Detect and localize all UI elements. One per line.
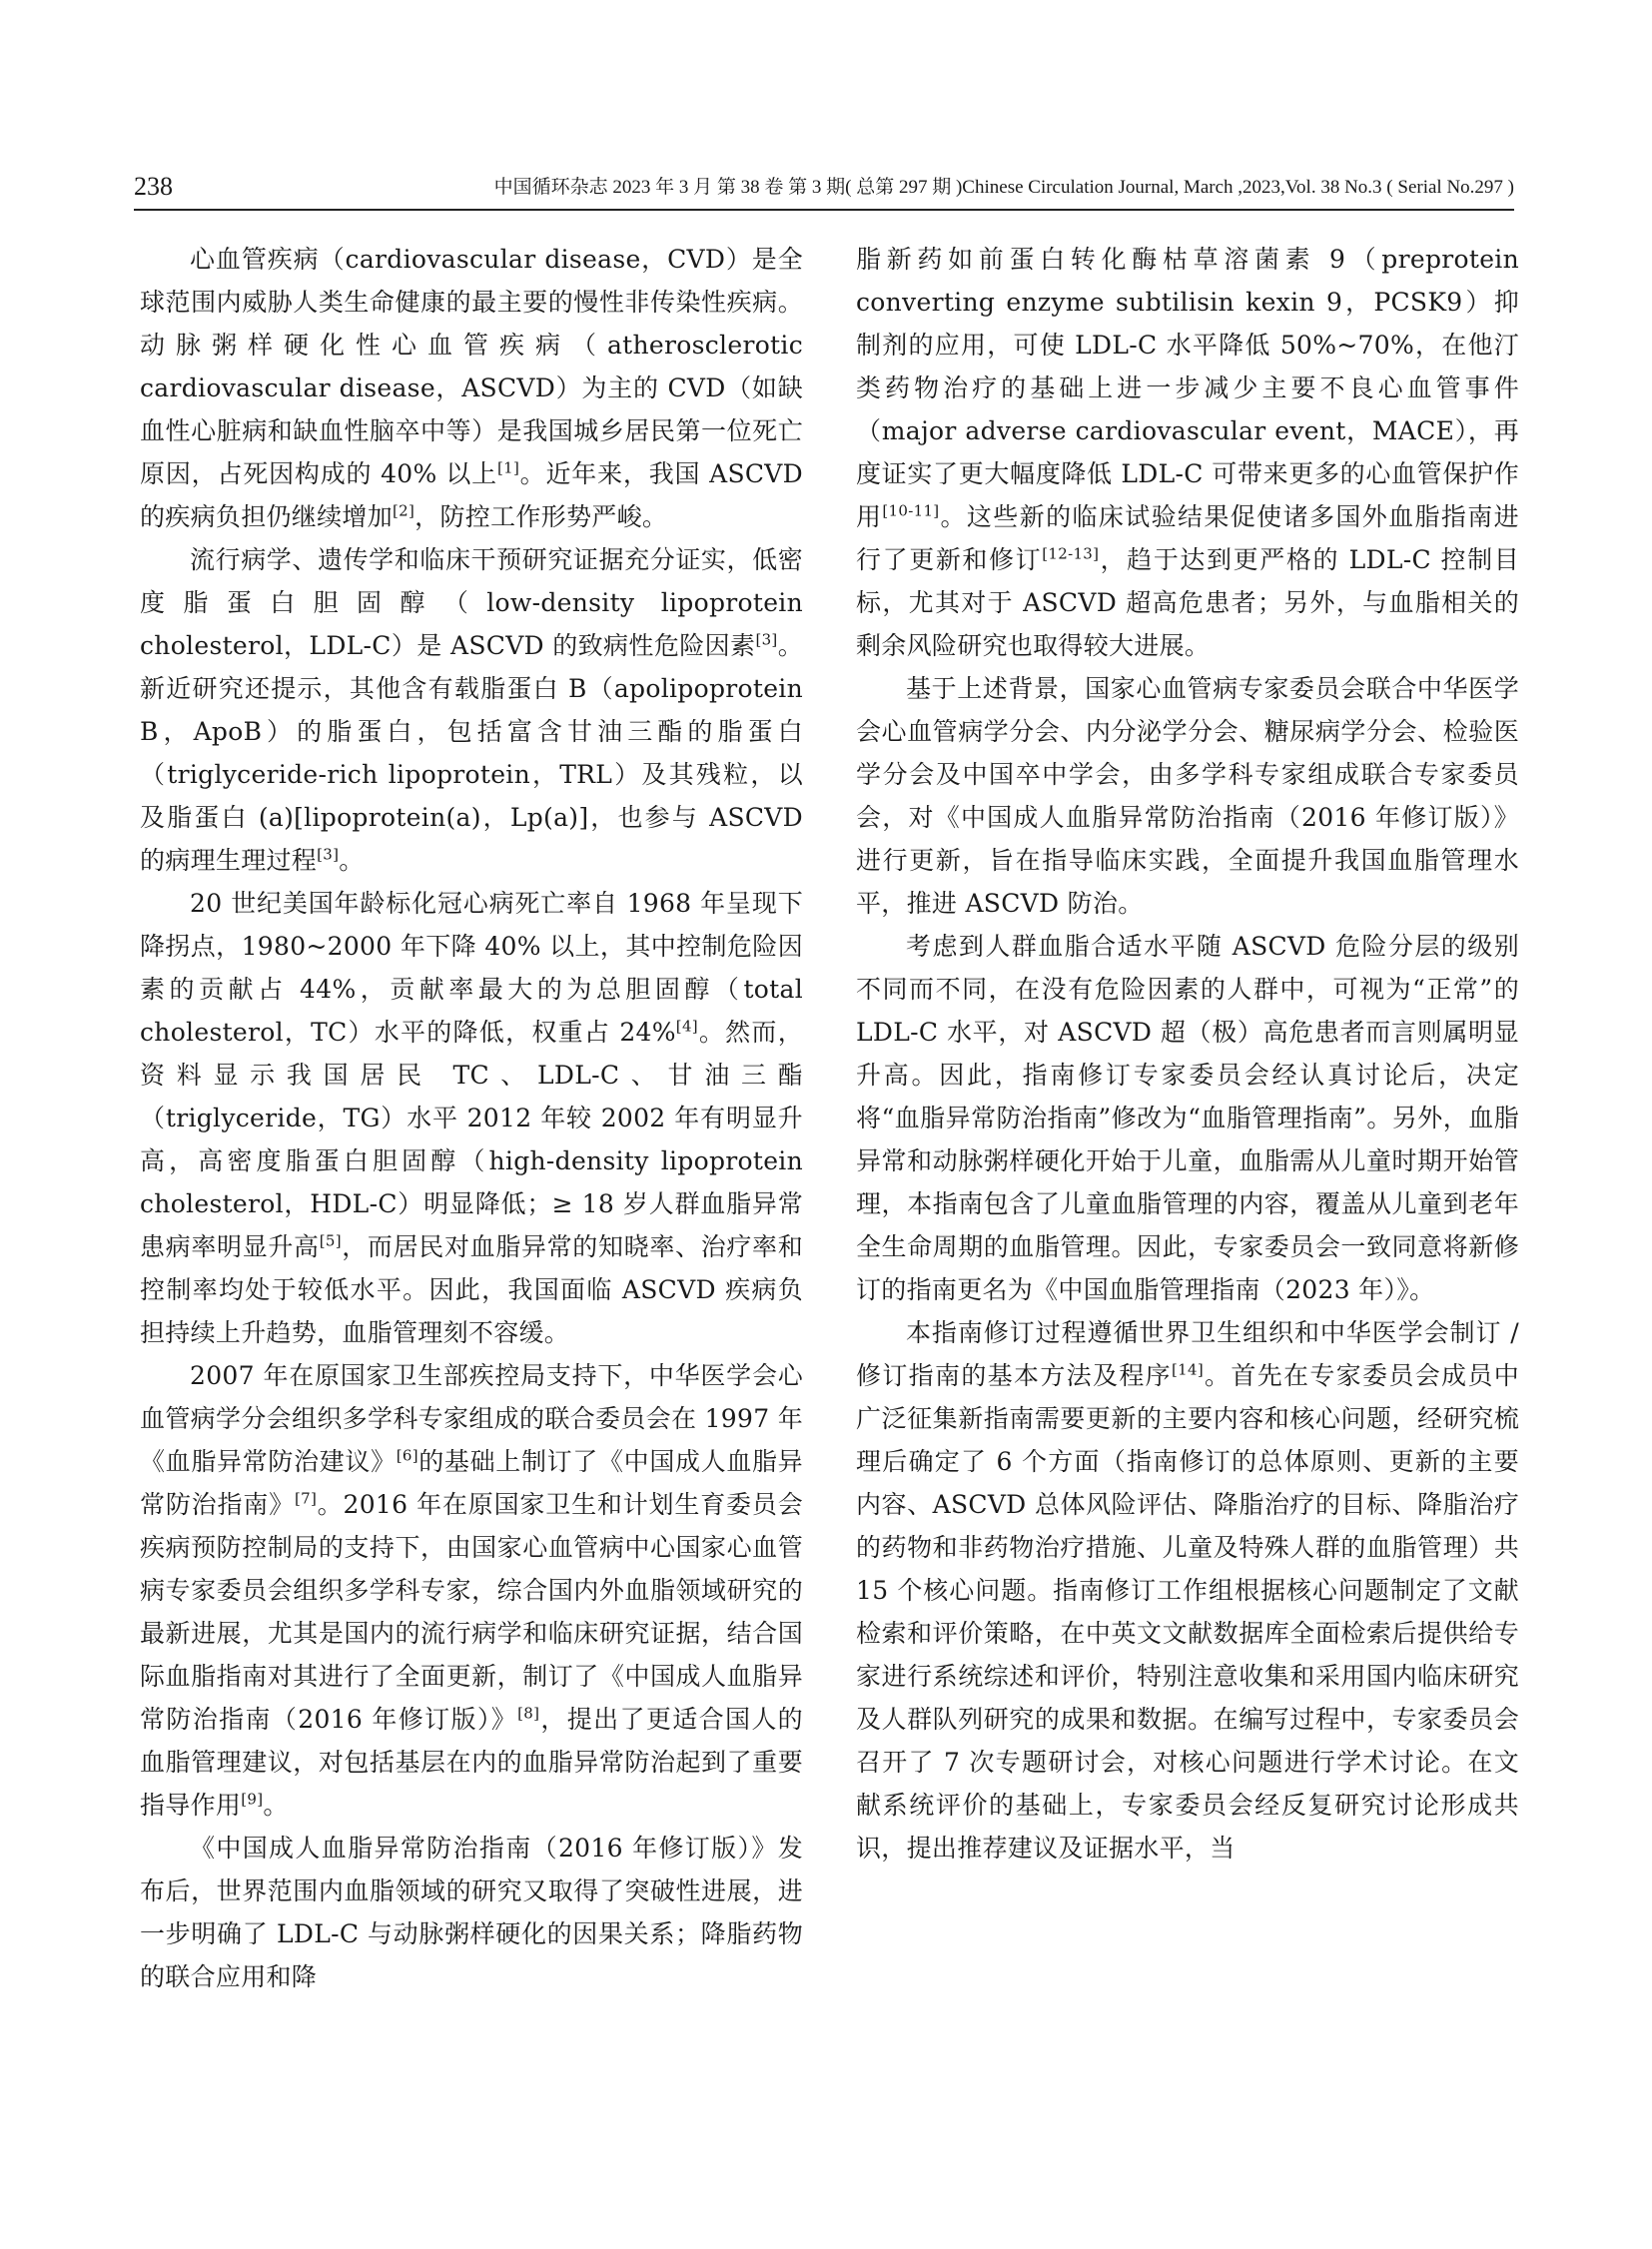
paragraph-background [856,667,1519,925]
citation: [4] [675,1017,698,1036]
citation: [10-11] [882,501,940,520]
paragraph-methods [856,1311,1519,1870]
text-segment: 心血管疾病（cardiovascular disease，CVD）是全球范围内威胁人类生命健康的最主要的慢性非传染性疾病。动脉粥样硬化性心血管疾病（atherosclerotic cardiovascular disease，ASCVD）为主的 CVD（如缺血性心脏病和缺血性脑卒中等）是我国城乡居民第一位死亡原因，占死因构成的 40% 以上 [140,245,803,488]
text-segment: 基于上述背景，国家心血管病专家委员会联合中华医学会心血管病学分会、内分泌学分会、糖尿病学分会、检验医学分会及中国卒中学会，由多学科专家组成联合专家委员会，对《中国成人血脂异常防治指南（2016 年修订版）》进行更新，旨在指导临床实践，全面提升我国血脂管理水平，推进 ASCVD 防治。 [856,674,1519,918]
text-segment: 。然而，资料显示我国居民 TC、LDL-C、甘油三酯（triglyceride，TG）水平 2012 年较 2002 年有明显升高，高密度脂蛋白胆固醇（high-density lipoprotein cholesterol，HDL-C）明显降低；≥ 18 岁人群血脂异常患病率明显升高 [140,1018,803,1261]
left-column [140,238,803,1998]
text-segment: ，趋于达到更严格的 LDL-C 控制目标，尤其对于 ASCVD 超高危患者；另外，与血脂相关的剩余风险研究也取得较大进展。 [856,545,1519,660]
text-segment: 。首先在专家委员会成员中广泛征集新指南需要更新的主要内容和核心问题，经研究梳理后确定了 6 个方面（指南修订的总体原则、更新的主要内容、ASCVD 总体风险评估、降脂治疗的目标、降脂治疗的药物和非药物治疗措施、儿童及特殊人群的血脂管理）共 15 个核心问题。指南修订工作组根据核心问题制定了文献检索和评价策略，在中英文文献数据库全面检索后提供给专家进行系统综述和评价，特别注意收集和采用国内临床研究及人群队列研究的成果和数据。在编写过程中，专家委员会召开了 7 次专题研讨会，对核心问题进行学术讨论。在文献系统评价的基础上，专家委员会经反复研究讨论形成共识，提出推荐建议及证据水平，当 [856,1361,1519,1863]
paragraph-ldl-evidence [140,538,803,882]
text-segment: 。2016 年在原国家卫生和计划生育委员会疾病预防控制局的支持下，由国家心血管病中心国家心血管病专家委员会组织多学科专家，综合国内外血脂领域研究的最新进展，尤其是国内的流行病学和临床研究证据，结合国际血脂指南对其进行了全面更新，制订了《中国成人血脂异常防治指南（2016 年修订版）》 [140,1490,803,1734]
citation: [5] [319,1231,342,1250]
paragraph-mortality-trends [140,882,803,1354]
text-segment: 。 [263,1791,289,1820]
text-segment: 。近年来，我国 ASCVD 的疾病负担仍继续增加 [140,459,803,531]
text-segment: 。这些新的临床试验结果促使诸多国外血脂指南进行了更新和修订 [856,502,1519,574]
citation: [8] [517,1704,540,1723]
text-segment: 。新近研究还提示，其他含有载脂蛋白 B（apolipoprotein B，ApoB）的脂蛋白，包括富含甘油三酯的脂蛋白（triglyceride-rich lipoprotein，TRL）及其残粒，以及脂蛋白 (a)[lipoprotein(a)，Lp(a)]，也参与 ASCVD 的病理生理过程 [140,631,803,875]
paragraph-recent-progress [140,1827,803,1998]
paragraph-pcsk9-continued [856,238,1519,667]
text-segment: 本指南修订过程遵循世界卫生组织和中华医学会制订 / 修订指南的基本方法及程序 [856,1318,1519,1390]
running-head: 中国循环杂志 2023 年 3 月 第 38 卷 第 3 期( 总第 297 期 )Chinese Circulation Journal, March ,2023,Vol. 38 No.3 ( Serial No.297 ) [493,177,1514,198]
text-segment: 的基础上制订了《中国成人血脂异常防治指南》 [140,1447,803,1519]
citation: [3] [755,630,778,649]
citation: [6] [396,1446,418,1465]
header-rule [134,209,1514,211]
citation: [1] [496,458,520,477]
text-segment: 2007 年在原国家卫生部疾控局支持下，中华医学会心血管病学分会组织多学科专家组成的联合委员会在 1997 年《血脂异常防治建议》 [140,1361,803,1476]
page-number: 238 [134,172,173,201]
right-column [856,238,1519,1870]
text-segment: 考虑到人群血脂合适水平随 ASCVD 危险分层的级别不同而不同，在没有危险因素的人群中，可视为“正常”的 LDL-C 水平，对 ASCVD 超（极）高危患者而言则属明显升高。因此，指南修订专家委员会经认真讨论后，决定将“血脂异常防治指南”修改为“血脂管理指南”。另外，血脂异常和动脉粥样硬化开始于儿童，血脂需从儿童时期开始管理，本指南包含了儿童血脂管理的内容，覆盖从儿童到老年全生命周期的血脂管理。因此，专家委员会一致同意将新修订的指南更名为《中国血脂管理指南（2023 年）》。 [856,932,1519,1304]
citation: [14] [1172,1360,1204,1379]
text-segment: 《中国成人血脂异常防治指南（2016 年修订版）》发布后，世界范围内血脂领域的研究又取得了突破性进展，进一步明确了 LDL-C 与动脉粥样硬化的因果关系；降脂药物的联合应用和降 [140,1834,803,1991]
citation: [2] [393,501,415,520]
paragraph-renaming [856,925,1519,1311]
text-segment: 20 世纪美国年龄标化冠心病死亡率自 1968 年呈现下降拐点，1980~2000 年下降 40% 以上，其中控制危险因素的贡献占 44%，贡献率最大的为总胆固醇（total cholesterol，TC）水平的降低，权重占 24% [140,889,803,1047]
text-segment: 。 [339,846,365,875]
citation: [12-13] [1042,544,1100,563]
page-header [134,172,1514,202]
text-segment: ，防控工作形势严峻。 [414,502,668,531]
citation: [9] [241,1790,264,1809]
citation: [3] [317,845,340,864]
text-segment: 流行病学、遗传学和临床干预研究证据充分证实，低密度脂蛋白胆固醇（low-density lipoprotein cholesterol，LDL-C）是 ASCVD 的致病性危险因素 [140,545,803,660]
citation: [7] [294,1489,318,1508]
paragraph-guideline-history [140,1354,803,1827]
text-segment: 脂新药如前蛋白转化酶枯草溶菌素 9（preprotein converting enzyme subtilisin kexin 9，PCSK9）抑制剂的应用，可使 LDL-C 水平降低 50%~70%，在他汀类药物治疗的基础上进一步减少主要不良心血管事件（major adverse cardiovascular event，MACE），再度证实了更大幅度降低 LDL-C 可带来更多的心血管保护作用 [856,245,1519,531]
text-segment: ，而居民对血脂异常的知晓率、治疗率和控制率均处于较低水平。因此，我国面临 ASCVD 疾病负担持续上升趋势，血脂管理刻不容缓。 [140,1232,803,1347]
paragraph-cvd-intro [140,238,803,538]
text-segment: ，提出了更适合国人的血脂管理建议，对包括基层在内的血脂异常防治起到了重要指导作用 [140,1705,803,1820]
